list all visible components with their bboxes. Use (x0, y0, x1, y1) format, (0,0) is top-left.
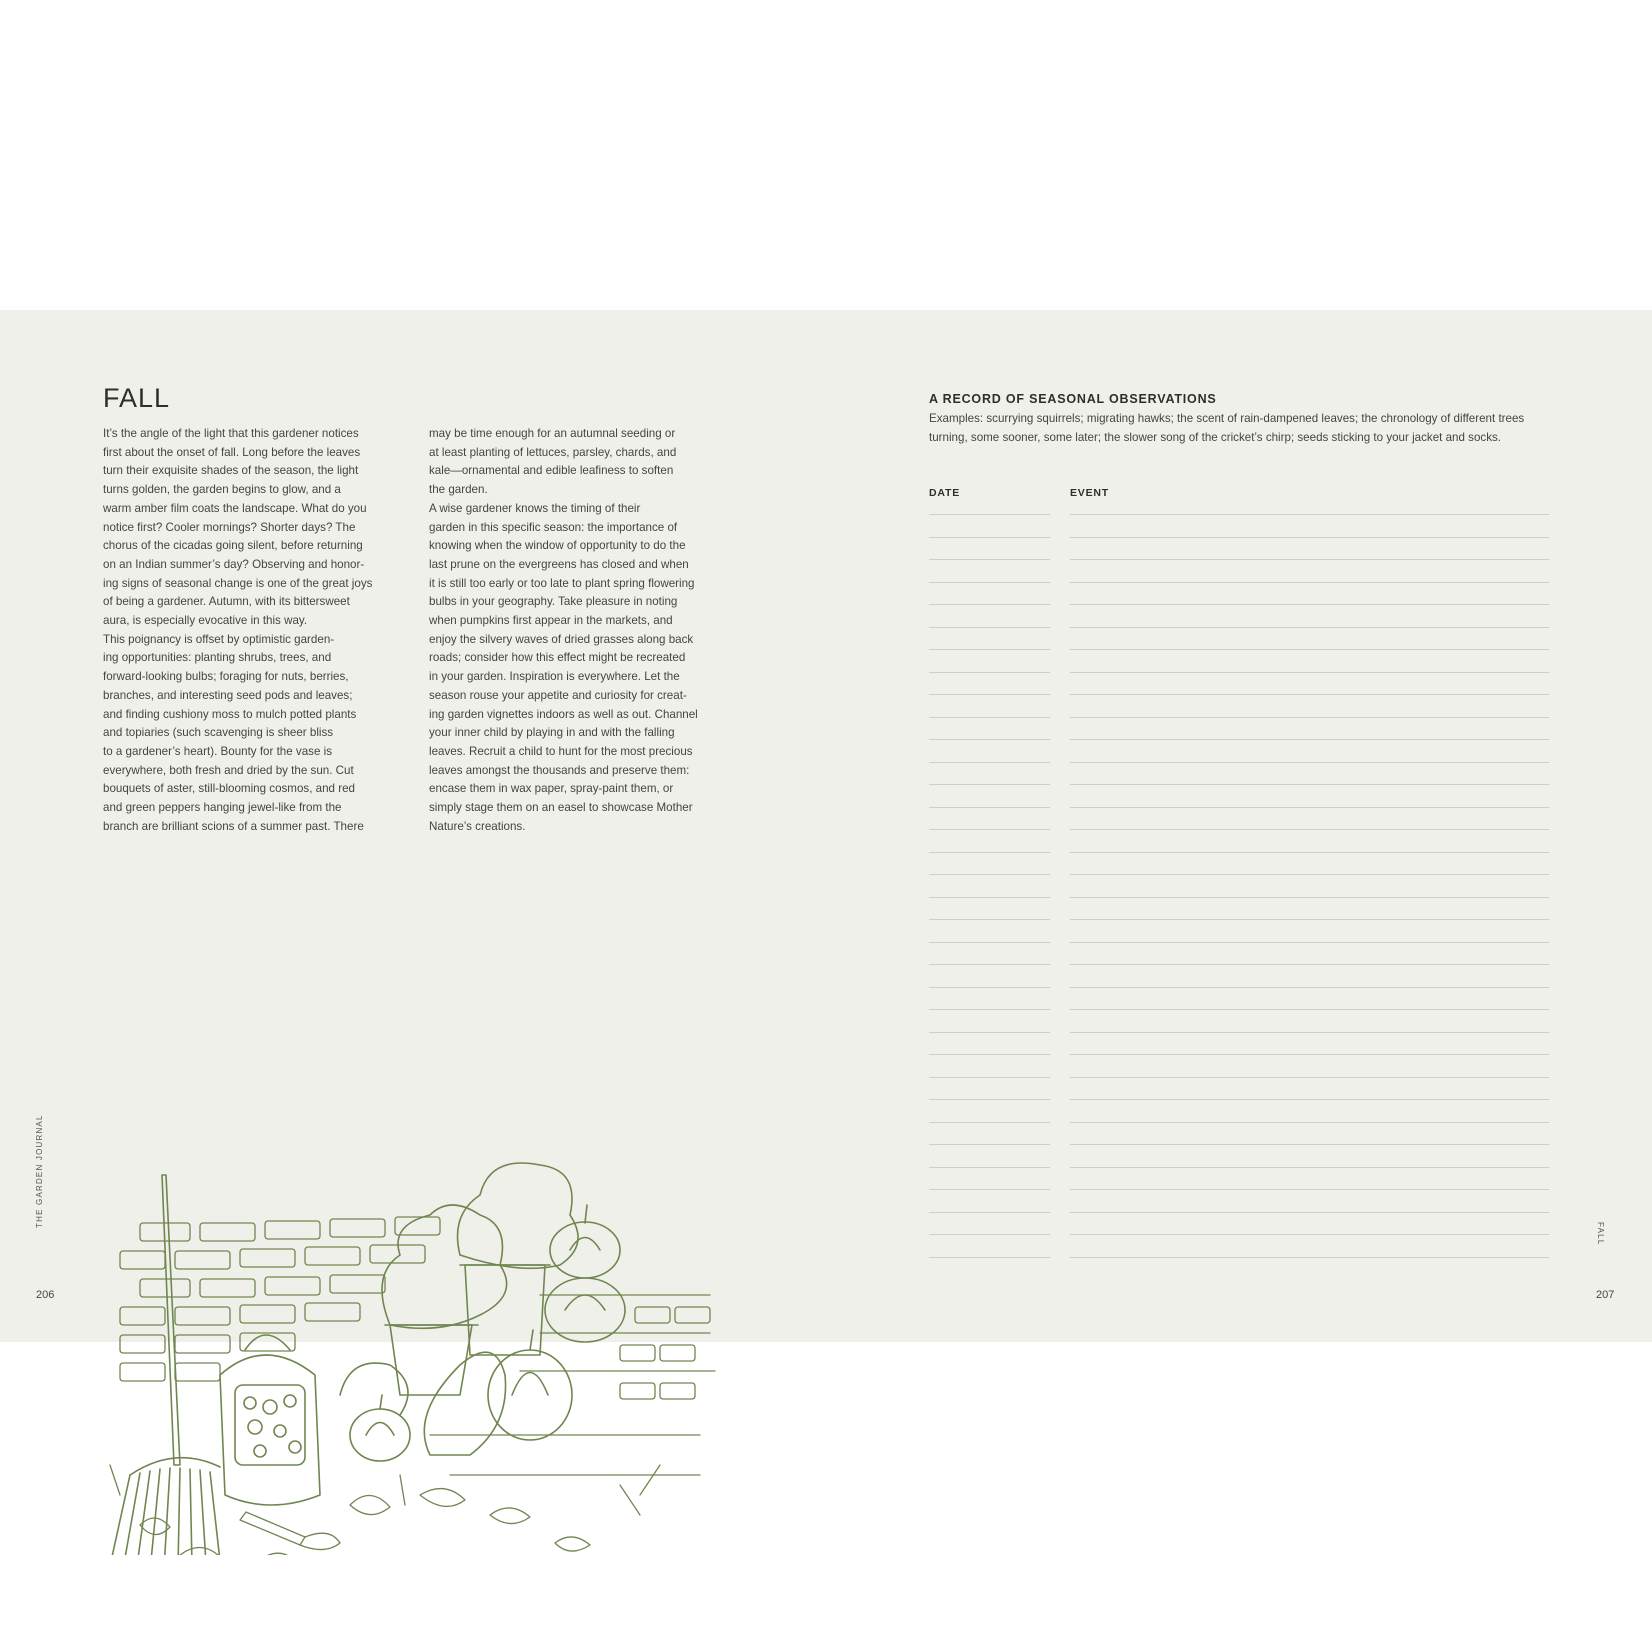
event-rule-line (1070, 919, 1549, 920)
event-rule-line (1070, 1189, 1549, 1190)
event-rule-line (1070, 987, 1549, 988)
date-rule-line (929, 537, 1050, 538)
date-rule-line (929, 897, 1050, 898)
event-rule-line (1070, 649, 1549, 650)
date-rule-line (929, 784, 1050, 785)
book-spread (0, 310, 1652, 1342)
event-rule-line (1070, 604, 1549, 605)
page-number-left: 206 (36, 1289, 55, 1301)
event-rule-line (1070, 1054, 1549, 1055)
topiary-drawing (382, 1163, 578, 1395)
date-rule-line (929, 739, 1050, 740)
date-rule-line (929, 852, 1050, 853)
date-rule-line (929, 942, 1050, 943)
running-head-right: FALL (1596, 1222, 1605, 1246)
event-rule-line (1070, 559, 1549, 560)
event-rule-line (1070, 1077, 1549, 1078)
date-rule-line (929, 919, 1050, 920)
date-rule-line (929, 627, 1050, 628)
event-rule-line (1070, 1099, 1549, 1100)
event-rule-line (1070, 1122, 1549, 1123)
page-number-right: 207 (1596, 1289, 1615, 1301)
event-rule-line (1070, 1234, 1549, 1235)
running-head-left: THE GARDEN JOURNAL (35, 1114, 44, 1228)
event-rule-line (1070, 1032, 1549, 1033)
event-rule-line (1070, 1144, 1549, 1145)
body-column-2 (429, 425, 734, 836)
date-rule-line (929, 987, 1050, 988)
date-rule-line (929, 1167, 1050, 1168)
event-rule-line (1070, 694, 1549, 695)
date-rule-line (929, 1189, 1050, 1190)
date-rule-line (929, 717, 1050, 718)
event-rule-line (1070, 717, 1549, 718)
date-rule-line (929, 1077, 1050, 1078)
date-rule-line (929, 874, 1050, 875)
event-rule-line (1070, 1167, 1549, 1168)
date-rule-line (929, 1009, 1050, 1010)
date-rule-line (929, 1032, 1050, 1033)
event-column-label: EVENT (1070, 487, 1110, 499)
brick-wall-drawing (120, 1217, 715, 1475)
event-rule-line (1070, 739, 1549, 740)
date-rule-line (929, 649, 1050, 650)
event-rule-line (1070, 852, 1549, 853)
date-rule-line (929, 1257, 1050, 1258)
event-rule-line (1070, 874, 1549, 875)
date-rule-line (929, 1234, 1050, 1235)
rake-drawing (108, 1175, 220, 1555)
record-heading: A RECORD OF SEASONAL OBSERVATIONS (929, 392, 1217, 406)
date-rule-line (929, 514, 1050, 515)
date-column-label: DATE (929, 487, 961, 499)
page-title: FALL (103, 383, 171, 413)
event-rule-line (1070, 1009, 1549, 1010)
event-rule-line (1070, 672, 1549, 673)
date-rule-line (929, 762, 1050, 763)
event-rule-line (1070, 784, 1549, 785)
date-rule-line (929, 559, 1050, 560)
event-rule-line (1070, 762, 1549, 763)
body-column-1 (103, 425, 403, 836)
event-rule-line (1070, 1212, 1549, 1213)
event-rule-line (1070, 1257, 1549, 1258)
date-rule-line (929, 1144, 1050, 1145)
event-rule-line (1070, 942, 1549, 943)
date-rule-line (929, 604, 1050, 605)
date-rule-line (929, 694, 1050, 695)
date-rule-line (929, 1122, 1050, 1123)
date-rule-line (929, 1099, 1050, 1100)
event-rule-line (1070, 514, 1549, 515)
event-rule-line (1070, 897, 1549, 898)
record-examples: Examples: scurrying squirrels; migrating hawks; the scent of rain-dampened leaves; the chronology of different trees turning, some sooner, some later; the slower song of the cricket’s chirp; seeds sticking to your jacket and socks. (929, 412, 1525, 444)
garden-illustration (100, 855, 725, 1555)
date-rule-line (929, 582, 1050, 583)
trowel-and-leaves-drawing (110, 1465, 660, 1555)
date-rule-line (929, 964, 1050, 965)
body-text-column-1: It’s the angle of the light that this gardener notices first about the onset of fall. Long before the leaves turn their exquisite shades of the season, the light turns golden, the garden begins to glow, and a warm amber film coats the landscape. What do you notice first? Cooler mornings? Shorter days? The chorus of the cicadas going silent, before returning on an Indian summer’s day? Observing and honor- ing signs of seasonal change is one of the great joys of being a gardener. Autumn, with its bittersweet aura, is especially evocative in this way. This poignancy is offset by optimistic garden- ing opportunities: planting shrubs, trees, and forward-looking bulbs; foraging for nuts, berries, branches, and interesting seed pods and leaves; and finding cushiony moss to mulch potted plants and topiaries (such scavenging is sheer bliss to a gardener’s heart). Bounty for the vase is everywhere, both fresh and dried by the sun. Cut bouquets of aster, still-blooming cosmos, and red and green peppers hanging jewel-like from the branch are brilliant scions of a summer past. There (103, 427, 373, 833)
body-text-column-2: may be time enough for an autumnal seeding or at least planting of lettuces, parsley, chards, and kale—ornamental and edible leafiness to soften the garden. A wise gardener knows the timing of their garden in this specific season: the importance of knowing when the window of opportunity to do the last prune on the evergreens has closed and when it is still too early or too late to plant spring flowering bulbs in your geography. Take pleasure in noting when pumpkins first appear in the markets, and enjoy the silvery waves of dried grasses along back roads; consider how this effect might be recreated in your garden. Inspiration is everywhere. Let the season rouse your appetite and curiosity for creat- ing garden vignettes indoors as well as out. Channel your inner child by playing in and with the falling leaves. Recruit a child to hunt for the most precious leaves amongst the thousands and preserve them: encase them in wax paper, spray-paint them, or simply stage them on an easel to showcase Mother Nature’s creations. (429, 427, 698, 833)
date-rule-line (929, 1212, 1050, 1213)
date-rule-line (929, 829, 1050, 830)
event-rule-line (1070, 582, 1549, 583)
event-rule-line (1070, 537, 1549, 538)
date-rule-line (929, 672, 1050, 673)
basket-drawing (220, 1335, 320, 1505)
date-rule-line (929, 1054, 1050, 1055)
date-rule-line (929, 807, 1050, 808)
event-rule-line (1070, 829, 1549, 830)
event-rule-line (1070, 807, 1549, 808)
event-rule-line (1070, 964, 1549, 965)
event-rule-line (1070, 627, 1549, 628)
